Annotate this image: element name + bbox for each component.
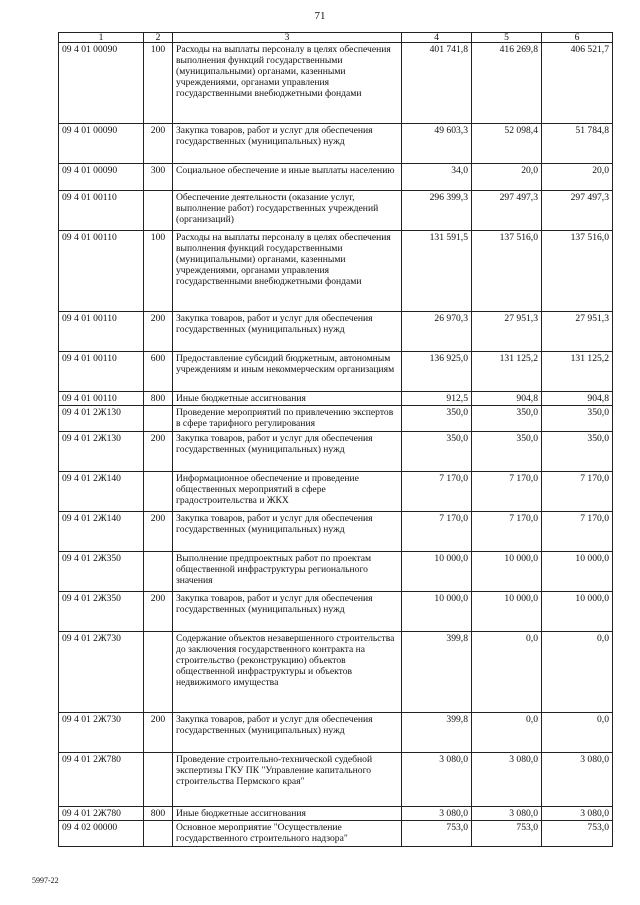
cell-year-1: 3 080,0 (402, 807, 472, 821)
footer-code: 5997-22 (32, 876, 59, 885)
cell-year-1: 350,0 (402, 432, 472, 472)
cell-code: 09 4 01 2Ж140 (59, 512, 144, 552)
cell-code: 09 4 01 2Ж350 (59, 592, 144, 632)
cell-name: Закупка товаров, работ и услуг для обеспечения государственных (муниципальных) нужд (173, 312, 402, 352)
cell-year-2: 27 951,3 (472, 312, 542, 352)
cell-year-2: 7 170,0 (472, 472, 542, 512)
cell-expense-type: 200 (144, 512, 173, 552)
cell-expense-type: 200 (144, 124, 173, 164)
table-row (59, 552, 613, 592)
cell-year-1: 296 399,3 (402, 191, 472, 231)
table-row (59, 124, 613, 164)
cell-code: 09 4 01 2Ж130 (59, 432, 144, 472)
cell-code: 09 4 01 2Ж350 (59, 552, 144, 592)
cell-expense-type: 100 (144, 43, 173, 124)
table-row (59, 807, 613, 821)
header-col-3: 3 (173, 33, 402, 43)
cell-expense-type (144, 632, 173, 713)
cell-year-1: 401 741,8 (402, 43, 472, 124)
cell-name: Социальное обеспечение и иные выплаты населению (173, 164, 402, 191)
cell-year-2: 753,0 (472, 821, 542, 847)
table-row (59, 753, 613, 807)
cell-code: 09 4 01 2Ж780 (59, 753, 144, 807)
header-col-2: 2 (144, 33, 173, 43)
cell-code: 09 4 02 00000 (59, 821, 144, 847)
cell-year-1: 753,0 (402, 821, 472, 847)
table-row (59, 632, 613, 713)
cell-code: 09 4 01 00110 (59, 231, 144, 312)
cell-year-3: 350,0 (542, 432, 613, 472)
table-body (59, 43, 613, 847)
cell-code: 09 4 01 00110 (59, 312, 144, 352)
cell-name: Закупка товаров, работ и услуг для обеспечения государственных (муниципальных) нужд (173, 432, 402, 472)
cell-expense-type (144, 191, 173, 231)
cell-name: Закупка товаров, работ и услуг для обеспечения государственных (муниципальных) нужд (173, 124, 402, 164)
table-row (59, 312, 613, 352)
header-col-5: 5 (472, 33, 542, 43)
cell-year-1: 10 000,0 (402, 592, 472, 632)
cell-year-1: 399,8 (402, 632, 472, 713)
cell-year-1: 7 170,0 (402, 472, 472, 512)
cell-year-1: 912,5 (402, 392, 472, 406)
cell-year-1: 131 591,5 (402, 231, 472, 312)
table-row (59, 592, 613, 632)
cell-year-2: 350,0 (472, 432, 542, 472)
cell-code: 09 4 01 00110 (59, 191, 144, 231)
cell-year-3: 7 170,0 (542, 512, 613, 552)
cell-year-3: 137 516,0 (542, 231, 613, 312)
table-row (59, 432, 613, 472)
table-row (59, 164, 613, 191)
table-row (59, 231, 613, 312)
cell-name: Проведение строительно-технической судебной экспертизы ГКУ ПК "Управление капитального строительства Пермского края" (173, 753, 402, 807)
table-row (59, 191, 613, 231)
cell-code: 09 4 01 2Ж140 (59, 472, 144, 512)
cell-name: Закупка товаров, работ и услуг для обеспечения государственных (муниципальных) нужд (173, 713, 402, 753)
cell-year-1: 350,0 (402, 406, 472, 432)
cell-year-1: 136 925,0 (402, 352, 472, 392)
table-row (59, 713, 613, 753)
cell-year-3: 753,0 (542, 821, 613, 847)
cell-expense-type: 200 (144, 713, 173, 753)
cell-expense-type: 600 (144, 352, 173, 392)
cell-expense-type: 100 (144, 231, 173, 312)
table-header-row (59, 33, 613, 43)
cell-year-3: 3 080,0 (542, 753, 613, 807)
cell-year-3: 3 080,0 (542, 807, 613, 821)
cell-year-3: 27 951,3 (542, 312, 613, 352)
cell-expense-type: 800 (144, 807, 173, 821)
header-col-6: 6 (542, 33, 613, 43)
cell-code: 09 4 01 00110 (59, 352, 144, 392)
cell-expense-type: 200 (144, 432, 173, 472)
cell-year-2: 3 080,0 (472, 753, 542, 807)
cell-expense-type: 200 (144, 312, 173, 352)
page-number: 71 (314, 10, 326, 22)
cell-year-1: 399,8 (402, 713, 472, 753)
cell-name: Закупка товаров, работ и услуг для обеспечения государственных (муниципальных) нужд (173, 592, 402, 632)
cell-name: Выполнение предпроектных работ по проектам общественной инфраструктуры регионального значения (173, 552, 402, 592)
cell-expense-type (144, 406, 173, 432)
cell-name: Предоставление субсидий бюджетным, автономным учреждениям и иным некоммерческим организациям (173, 352, 402, 392)
cell-expense-type: 300 (144, 164, 173, 191)
cell-expense-type (144, 753, 173, 807)
budget-table (58, 32, 613, 847)
cell-year-2: 131 125,2 (472, 352, 542, 392)
cell-expense-type (144, 552, 173, 592)
cell-year-2: 10 000,0 (472, 552, 542, 592)
cell-year-2: 0,0 (472, 713, 542, 753)
cell-name: Информационное обеспечение и проведение общественных мероприятий в сфере градостроительства и ЖКХ (173, 472, 402, 512)
cell-year-2: 137 516,0 (472, 231, 542, 312)
table-row (59, 406, 613, 432)
cell-year-3: 0,0 (542, 713, 613, 753)
cell-name: Основное мероприятие "Осуществление государственного строительного надзора" (173, 821, 402, 847)
cell-expense-type: 200 (144, 592, 173, 632)
cell-code: 09 4 01 00090 (59, 164, 144, 191)
cell-code: 09 4 01 2Ж730 (59, 713, 144, 753)
cell-name: Иные бюджетные ассигнования (173, 392, 402, 406)
cell-name: Закупка товаров, работ и услуг для обеспечения государственных (муниципальных) нужд (173, 512, 402, 552)
table-row (59, 43, 613, 124)
cell-code: 09 4 01 2Ж130 (59, 406, 144, 432)
cell-year-3: 10 000,0 (542, 592, 613, 632)
cell-year-3: 904,8 (542, 392, 613, 406)
cell-year-3: 350,0 (542, 406, 613, 432)
cell-year-2: 297 497,3 (472, 191, 542, 231)
cell-name: Обеспечение деятельности (оказание услуг, выполнение работ) государственных учреждений (организаций) (173, 191, 402, 231)
cell-name: Проведение мероприятий по привлечению экспертов в сфере тарифного регулирования (173, 406, 402, 432)
cell-year-1: 34,0 (402, 164, 472, 191)
cell-code: 09 4 01 00090 (59, 43, 144, 124)
cell-code: 09 4 01 2Ж780 (59, 807, 144, 821)
cell-year-3: 131 125,2 (542, 352, 613, 392)
cell-expense-type: 800 (144, 392, 173, 406)
cell-expense-type (144, 821, 173, 847)
cell-year-1: 26 970,3 (402, 312, 472, 352)
cell-year-3: 406 521,7 (542, 43, 613, 124)
cell-year-2: 904,8 (472, 392, 542, 406)
cell-name: Иные бюджетные ассигнования (173, 807, 402, 821)
cell-year-2: 7 170,0 (472, 512, 542, 552)
cell-year-1: 3 080,0 (402, 753, 472, 807)
table-row (59, 352, 613, 392)
cell-code: 09 4 01 00090 (59, 124, 144, 164)
table-row (59, 392, 613, 406)
header-col-4: 4 (402, 33, 472, 43)
cell-year-2: 10 000,0 (472, 592, 542, 632)
cell-year-2: 350,0 (472, 406, 542, 432)
cell-name: Расходы на выплаты персоналу в целях обеспечения выполнения функций государственными (муниципальными) органами, казенными учреждениями, органами управления государственными внебюджетными фондами (173, 43, 402, 124)
cell-code: 09 4 01 2Ж730 (59, 632, 144, 713)
cell-year-3: 51 784,8 (542, 124, 613, 164)
cell-year-2: 3 080,0 (472, 807, 542, 821)
table-row (59, 821, 613, 847)
cell-name: Содержание объектов незавершенного строительства до заключения государственного контракта на строительство (реконструкцию) объектов общественной инфраструктуры и объектов недвижимого имущества (173, 632, 402, 713)
header-col-1: 1 (59, 33, 144, 43)
cell-year-1: 10 000,0 (402, 552, 472, 592)
cell-year-2: 0,0 (472, 632, 542, 713)
cell-year-2: 52 098,4 (472, 124, 542, 164)
cell-expense-type (144, 472, 173, 512)
cell-year-3: 7 170,0 (542, 472, 613, 512)
cell-year-3: 20,0 (542, 164, 613, 191)
cell-year-3: 0,0 (542, 632, 613, 713)
cell-year-3: 10 000,0 (542, 552, 613, 592)
cell-year-1: 7 170,0 (402, 512, 472, 552)
table-row (59, 512, 613, 552)
cell-year-1: 49 603,3 (402, 124, 472, 164)
cell-name: Расходы на выплаты персоналу в целях обеспечения выполнения функций государственными (муниципальными) органами, казенными учреждениями, органами управления государственными внебюджетными фондами (173, 231, 402, 312)
cell-year-2: 416 269,8 (472, 43, 542, 124)
cell-year-2: 20,0 (472, 164, 542, 191)
cell-year-3: 297 497,3 (542, 191, 613, 231)
cell-code: 09 4 01 00110 (59, 392, 144, 406)
table-row (59, 472, 613, 512)
